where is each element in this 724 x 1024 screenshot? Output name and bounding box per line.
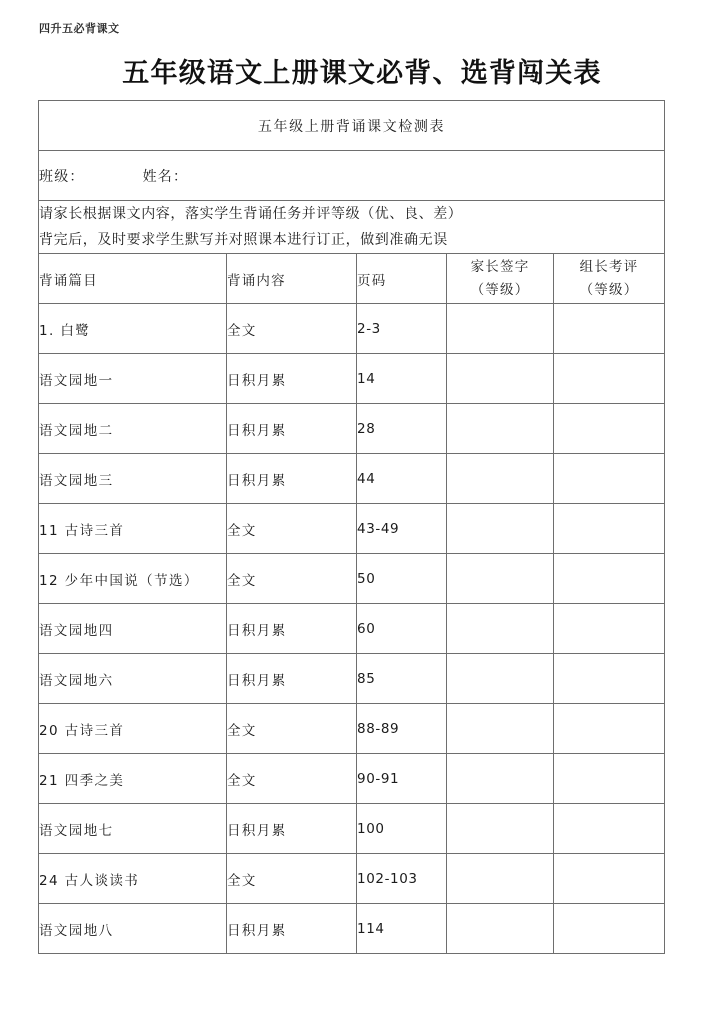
cell-title: 20 古诗三首 (39, 704, 227, 754)
cell-parent-sign[interactable] (447, 304, 554, 354)
cell-content: 日积月累 (227, 604, 357, 654)
cell-title: 1. 白鹭 (39, 304, 227, 354)
cell-title: 语文园地七 (39, 804, 227, 854)
cell-parent-sign[interactable] (447, 804, 554, 854)
cell-page: 44 (357, 454, 447, 504)
cell-title: 语文园地六 (39, 654, 227, 704)
cell-leader-review[interactable] (554, 504, 665, 554)
table-row (39, 904, 665, 954)
cell-content: 全文 (227, 304, 357, 354)
table-row (39, 554, 665, 604)
table-row (39, 504, 665, 554)
column-header-leader-review (554, 254, 665, 304)
cell-content: 日积月累 (227, 804, 357, 854)
instruction-line-2: 背完后，及时要求学生默写并对照课本进行订正，做到准确无误 (39, 232, 448, 248)
identity-fields (39, 151, 665, 201)
cell-parent-sign[interactable] (447, 404, 554, 454)
cell-page: 2-3 (357, 304, 447, 354)
cell-parent-sign[interactable] (447, 754, 554, 804)
page-title: 五年级语文上册课文必背、选背闯关表 (122, 58, 602, 89)
cell-page: 102-103 (357, 854, 447, 904)
column-header-leader-review-sub: （等级） (579, 281, 639, 298)
cell-content: 全文 (227, 504, 357, 554)
cell-page: 50 (357, 554, 447, 604)
cell-title: 24 古人谈读书 (39, 854, 227, 904)
column-header-page: 页码 (357, 254, 447, 304)
table-row (39, 804, 665, 854)
table-banner-row (39, 101, 665, 151)
cell-title: 语文园地三 (39, 454, 227, 504)
column-header-parent-sign-main: 家长签字 (470, 258, 530, 275)
cell-title: 语文园地四 (39, 604, 227, 654)
table-row (39, 454, 665, 504)
cell-content: 全文 (227, 704, 357, 754)
cell-page: 100 (357, 804, 447, 854)
column-header-title: 背诵篇目 (39, 254, 227, 304)
identity-row (39, 151, 665, 201)
cell-page: 14 (357, 354, 447, 404)
cell-content: 日积月累 (227, 904, 357, 954)
recitation-check-table (38, 100, 665, 954)
cell-page: 85 (357, 654, 447, 704)
column-header-content: 背诵内容 (227, 254, 357, 304)
column-header-leader-review-main: 组长考评 (579, 258, 639, 275)
column-header-parent-sign-sub: （等级） (470, 281, 530, 298)
cell-leader-review[interactable] (554, 754, 665, 804)
table-row (39, 754, 665, 804)
cell-content: 日积月累 (227, 454, 357, 504)
cell-page: 88-89 (357, 704, 447, 754)
cell-leader-review[interactable] (554, 354, 665, 404)
cell-page: 43-49 (357, 504, 447, 554)
class-label: 班级： (39, 168, 85, 185)
cell-title: 12 少年中国说（节选） (39, 554, 227, 604)
instructions-cell (39, 201, 665, 254)
instruction-line-1: 请家长根据课文内容，落实学生背诵任务并评等级（优、良、差） (39, 206, 463, 222)
table-banner: 五年级上册背诵课文检测表 (39, 101, 665, 151)
cell-leader-review[interactable] (554, 704, 665, 754)
cell-page: 90-91 (357, 754, 447, 804)
cell-parent-sign[interactable] (447, 904, 554, 954)
cell-leader-review[interactable] (554, 404, 665, 454)
table-row (39, 704, 665, 754)
cell-leader-review[interactable] (554, 854, 665, 904)
instructions-row (39, 201, 665, 254)
running-head: 四升五必背课文 (39, 22, 120, 35)
cell-leader-review[interactable] (554, 304, 665, 354)
table-row (39, 404, 665, 454)
cell-leader-review[interactable] (554, 454, 665, 504)
column-header-parent-sign (447, 254, 554, 304)
cell-parent-sign[interactable] (447, 354, 554, 404)
table-row (39, 854, 665, 904)
cell-title: 语文园地一 (39, 354, 227, 404)
cell-content: 全文 (227, 754, 357, 804)
cell-parent-sign[interactable] (447, 454, 554, 504)
table-row (39, 354, 665, 404)
cell-content: 日积月累 (227, 404, 357, 454)
name-label: 姓名： (142, 168, 189, 185)
cell-parent-sign[interactable] (447, 554, 554, 604)
cell-title: 11 古诗三首 (39, 504, 227, 554)
cell-title: 语文园地二 (39, 404, 227, 454)
cell-parent-sign[interactable] (447, 504, 554, 554)
cell-leader-review[interactable] (554, 654, 665, 704)
cell-parent-sign[interactable] (447, 654, 554, 704)
cell-content: 全文 (227, 554, 357, 604)
cell-parent-sign[interactable] (447, 854, 554, 904)
cell-parent-sign[interactable] (447, 704, 554, 754)
cell-content: 全文 (227, 854, 357, 904)
cell-content: 日积月累 (227, 654, 357, 704)
cell-leader-review[interactable] (554, 904, 665, 954)
cell-leader-review[interactable] (554, 804, 665, 854)
table-row (39, 604, 665, 654)
cell-title: 21 四季之美 (39, 754, 227, 804)
cell-parent-sign[interactable] (447, 604, 554, 654)
table-row (39, 304, 665, 354)
cell-page: 114 (357, 904, 447, 954)
cell-page: 28 (357, 404, 447, 454)
cell-content: 日积月累 (227, 354, 357, 404)
cell-page: 60 (357, 604, 447, 654)
column-header-row (39, 254, 665, 304)
cell-leader-review[interactable] (554, 554, 665, 604)
cell-leader-review[interactable] (554, 604, 665, 654)
table-row (39, 654, 665, 704)
cell-title: 语文园地八 (39, 904, 227, 954)
